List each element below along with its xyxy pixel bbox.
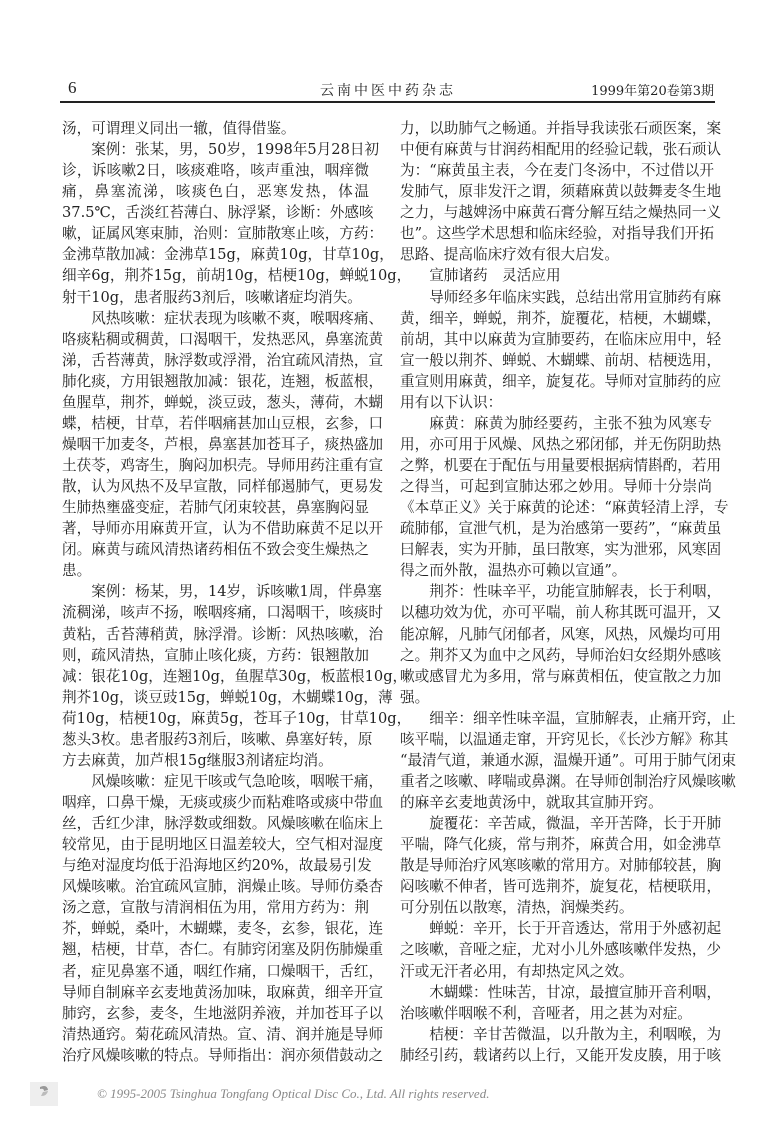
text-line: 中便有麻黄与甘润药相配用的经验记载，张石顽认 [400,141,722,159]
text-line: 土茯苓，鸡寄生，胸闷加枳壳。导师用药注重有宣 [62,457,384,474]
text-line: 导师经多年临床实践，总结出常用宣肺药有麻 [429,288,722,306]
text-line: 闭。麻黄与疏风清热诸药相伍不致会变生燥热之 [62,541,369,559]
text-line: 之力，与越婢汤中麻黄石膏分解互结之燥热同一义 [400,204,722,222]
right-column [400,118,736,1066]
text-line: 与绝对湿度均低于沿海地区约20%，故最易引发 [62,857,372,875]
text-line: 37.5℃，舌淡红苔薄白、脉浮紧，诊断：外感咳 [62,204,374,222]
copyright-text: © 1995-2005 Tsinghua Tongfang Optical Disc Co., Ltd. All rights reserved. [97,1086,490,1101]
text-line: 发肺气，原非发汗之谓，须藉麻黄以鼓舞麦冬生地 [400,183,722,201]
text-line: 之。荆芥又为血中之风药，导师治妇女经期外感咳 [400,646,722,664]
text-line: 丝，舌红少津，脉浮数或细数。风燥咳嗽在临床上 [62,815,384,833]
text-line: 细辛：细辛性味辛温，宣肺解表，止痛开窍，止 [429,709,736,727]
text-line: 之弊，机要在于配伍与用量要根据病情斟酌，若用 [400,457,722,474]
text-line: 葱头3枚。患者服药3剂后，咳嗽、鼻塞好转，原 [62,730,373,748]
text-line: 导师自制麻辛玄麦地黄汤加味，取麻黄，细辛开宣 [62,983,384,1001]
text-line: 汤，可谓理义同出一辙，值得借鉴。 [62,120,296,137]
text-line: 芥，蝉蜕，桑叶，木蝴蝶，麦冬，玄参，银花，连 [62,920,384,938]
text-line: 黄，细辛，蝉蜕，荆芥，旋覆花，桔梗，木蝴蝶， [400,309,722,327]
text-line: 细辛6g，荆芥15g，前胡10g，桔梗10g，蝉蜕10g， [62,267,412,285]
text-line: 之咳嗽，音哑之症，尤对小儿外感咳嗽伴发热，少 [400,941,722,959]
text-line: 肺经引药，载诸药以上行，又能开发皮腠，用于咳 [400,1046,722,1064]
text-line: 用，亦可用于风燥、风热之邪闭郁，并无伤阴助热 [400,435,722,453]
text-line: 强。 [400,688,430,706]
text-line: 旋覆花：辛苦咸，微温，辛开苦降，长于开肺 [429,815,722,833]
journal-title: 云南中医中药杂志 [320,83,456,99]
text-line: 以穗功效为优，亦可平喘，前人称其既可温开，又 [400,604,722,622]
text-line: 涕，舌苔薄黄，脉浮数或浮滑，治宜疏风清热，宣 [62,351,384,369]
text-line: 散，认为风热不及早宣散，同样郁遏肺气，更易发 [62,478,384,496]
header-rule [60,101,715,103]
text-line: 嗽或感冒尤为多用，常与麻黄相伍，使宣散之力加 [400,667,722,685]
text-line: 燥咽干加麦冬，芦根，鼻塞甚加苍耳子，痰热盛加 [62,435,384,453]
text-line: “最清气道，兼通水源，温燥开通”。可用于肺气闭束 [400,751,736,769]
text-line: 也”。这些学术思想和临床经验，对指导我们开拓 [400,225,714,243]
text-line: 减：银花10g，连翘10g，鱼腥草30g，板蓝根10g， [62,667,408,685]
text-line: 肺化痰，方用银翘散加减：银花，连翘，板蓝根， [62,372,384,390]
text-line: 案例：杨某，男，14岁，诉咳嗽1周，伴鼻塞 [91,583,382,601]
text-line: 射干10g，患者服药3剂后，咳嗽诸症均消失。 [62,288,362,306]
text-line: 治疗风燥咳嗽的特点。导师指出：润亦须借鼓动之 [62,1046,384,1064]
text-line: 为：“麻黄虽主表，今在麦门冬汤中，不过借以开 [400,162,714,180]
text-line: 肺窍，玄参，麦冬，生地滋阴养液，并加苍耳子以 [62,1004,384,1022]
text-line: 思路、提高临床疗效有很大启发。 [400,246,619,264]
text-line: 案例：张某，男，50岁，1998年5月28日初 [91,141,380,159]
text-line: 咽痒，口鼻干燥，无痰或痰少而粘难咯或痰中带血 [62,794,384,811]
text-line: 咳平喘，以温通走窜，开窍见长，《长沙方解》称其 [400,730,729,748]
text-line: 蝶，桔梗，甘草，若伴咽痛甚加山豆根，玄参，口 [62,414,384,432]
text-line: 曰解表，实为开肺，虽曰散寒，实为泄邪，风寒固 [400,541,722,559]
text-line: 荷10g，桔梗10g，麻黄5g，苍耳子10g，甘草10g， [62,709,412,727]
text-line: 者，症见鼻塞不通，咽红作痛，口燥咽干，舌红， [62,962,384,980]
text-line: 疏肺郁，宣泄气机，是为治感第一要药”，“麻黄虽 [400,520,722,538]
text-line: 蝉蜕：辛开，长于开音透达，常用于外感初起 [429,920,722,938]
text-line: 重宣则用麻黄，细辛，旋复花。导师对宣肺药的应 [400,372,722,390]
text-line: 平喘，降气化痰，常与荆芥，麻黄合用，如金沸草 [400,836,722,854]
issue-info: 1999年第20卷第3期 [591,84,714,99]
text-line: 麻黄：麻黄为肺经要药，主张不独为风寒专 [429,414,712,432]
text-line: 鱼腥草，荆芥，蝉蜕，淡豆豉，葱头，薄荷，木蝴 [62,393,384,411]
text-line: 清热通窍。菊花疏风清热。宣、清、润并施是导师 [62,1025,384,1043]
text-line: 嗽，证属风寒束肺，治则：宣肺散寒止咳，方药： [62,225,384,243]
text-line: 金沸草散加减：金沸草15g，麻黄10g，甘草10g， [62,246,394,264]
text-line: 风热咳嗽：症状表现为咳嗽不爽，喉咽疼痛、 [91,309,384,327]
text-line: 风燥咳嗽：症见干咳或气急呛咳，咽喉干痛， [91,772,384,790]
text-line: 桔梗：辛甘苦微温，以升散为主，利咽喉，为 [429,1025,722,1043]
text-line: 风燥咳嗽。治宜疏风宣肺，润燥止咳。导师仿桑杏 [62,878,384,896]
text-line: 用有以下认识： [400,393,503,411]
publisher-logo-icon [30,1082,58,1106]
text-line: 荆芥10g，谈豆豉15g，蝉蜕10g，木蝴蝶10g，薄 [62,688,393,706]
text-line: 的麻辛玄麦地黄汤中，就取其宣肺开窍。 [400,794,663,811]
text-line: 《本草正义》关于麻黄的论述：“麻黄轻清上浮，专 [400,499,729,517]
text-line: 较常见，由于昆明地区日温差较大，空气相对湿度 [62,836,384,854]
text-line: 患。 [62,562,92,580]
text-line: 之得当，可起到宣肺达邪之妙用。导师十分崇尚 [400,478,712,496]
text-line: 荆芥：性味辛平，功能宣肺解表，长于利咽， [429,583,722,601]
text-line: 翘，桔梗，甘草，杏仁。有肺窍闭塞及阴伤肺燥重 [62,941,384,959]
text-line: 方去麻黄，加芦根15g继服3剂诸症均消。 [62,751,333,769]
text-line: 能凉解，凡肺气闭郁者，风寒，风热，风燥均可用 [400,625,722,643]
text-line: 重者之咳嗽、哮喘或鼻渊。在导师创制治疗风燥咳嗽 [400,772,736,790]
text-line: 木蝴蝶：性味苦，甘凉，最擅宣肺开音利咽， [429,983,722,1001]
left-column [62,118,412,1066]
text-line: 痛，鼻塞流涕，咳痰色白，恶寒发热，体温 [62,183,369,201]
text-line: 咯痰粘稠或稠黄，口渴咽干，发热恶风，鼻塞流黄 [62,330,384,348]
text-line: 生肺热壅盛变症，若肺气闭束较甚，鼻塞胸闷显 [62,499,369,517]
text-line: 治咳嗽伴咽喉不利，音哑者，用之甚为对症。 [400,1004,692,1022]
section-heading: 宣肺诸药 灵活应用 [429,267,561,285]
page-number: 6 [68,78,77,97]
page-header [62,78,714,98]
text-line: 则，疏风清热，宣肺止咳化痰，方药：银翘散加 [62,646,369,664]
text-line: 著，导师亦用麻黄开宣，认为不借助麻黄不足以开 [62,520,384,538]
text-line: 散是导师治疗风寒咳嗽的常用方。对肺郁较甚，胸 [400,857,722,875]
text-line: 宣一般以荆芥、蝉蜕、木蝴蝶、前胡、桔梗选用， [400,351,722,369]
text-line: 汤之意，宣散与清润相伍为用，常用方药为：荆 [62,899,369,917]
text-line: 流稠涕，咳声不扬，喉咽疼痛，口渴咽干，咳痰时 [62,604,384,622]
text-line: 得之而外散，温热亦可赖以宣通”。 [400,562,627,580]
text-line: 闷咳嗽不伸者，皆可选荆芥，旋复花，桔梗联用， [400,878,722,896]
text-line: 可分别伍以散寒，清热，润燥类药。 [400,899,634,917]
text-line: 黄粘，舌苔薄稍黄，脉浮滑。诊断：风热咳嗽，治 [62,625,384,643]
text-line: 力，以助肺气之畅通。并指导我读张石顽医案，案 [400,120,722,137]
text-line: 前胡，其中以麻黄为宣肺要药，在临床应用中，轻 [400,330,722,348]
text-line: 汗或无汗者必用，有却热定风之效。 [400,962,634,980]
text-line: 诊，诉咳嗽2日，咳痰难咯，咳声重浊，咽痒微 [62,162,369,180]
